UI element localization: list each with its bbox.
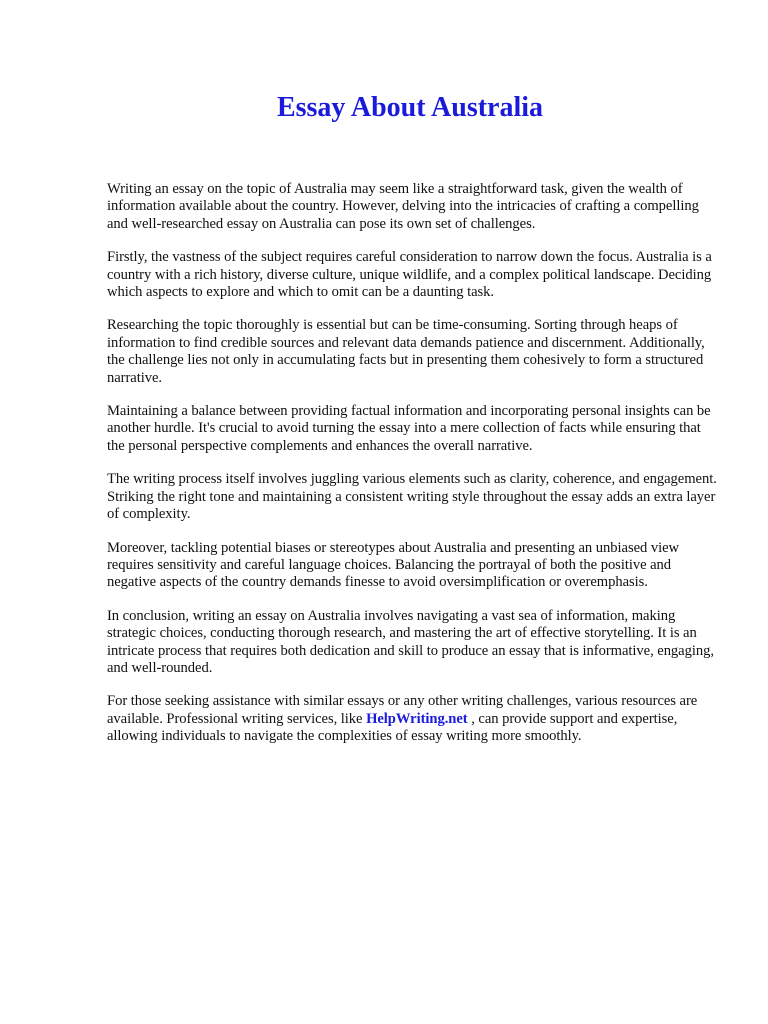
- paragraph-biases: Moreover, tackling potential biases or stereotypes about Australia and presenting an unbiased view requires sensitivity and careful language choices. Balancing the portrayal of both the positive and negative aspects of the country demands finesse to avoid oversimplification or overemphasis.: [107, 539, 680, 591]
- paragraph-balance: Maintaining a balance between providing factual information and incorporating personal insights can be another hurdle. It's crucial to avoid turning the essay into a mere collection of facts while ensuring that the personal perspective complements and enhances the overall narrative.: [107, 403, 711, 454]
- paragraph-focus: Firstly, the vastness of the subject requires careful consideration to narrow down the focus. Australia is a country with a rich history, diverse culture, unique wildlife, and a complex political landscape. Deciding which aspects to explore and which to omit can be a daunting task.: [107, 249, 712, 301]
- paragraph-conclusion: In conclusion, writing an essay on Australia involves navigating a vast sea of information, making strategic choices, conducting thorough research, and mastering the art of effective storytelling. It is an intricate process that requires both dedication and skill to produce an essay that is informative, engaging, and well-rounded.: [107, 607, 714, 676]
- paragraph-resources: [107, 693, 719, 745]
- helpwriting-link[interactable]: HelpWriting.net: [366, 710, 468, 727]
- paragraph-intro: Writing an essay on the topic of Australia may seem like a straightforward task, given the wealth of information available about the country. However, delving into the intricacies of crafting a compelling and well-researched essay on Australia can pose its own set of challenges.: [107, 181, 699, 232]
- page-title: Essay About Australia: [276, 92, 544, 123]
- resources-text-before-link: For those seeking assistance with similar essays or any other writing challenges, various resources are available. Professional writing services, like: [107, 693, 698, 727]
- paragraph-research: Researching the topic thoroughly is essential but can be time-consuming. Sorting through heaps of information to find credible sources and relevant data demands patience and discernment. Additionally, the challenge lies not only in accumulating facts but in presenting them cohesively to form a structured narrative.: [107, 317, 705, 386]
- paragraph-writing-process: The writing process itself involves juggling various elements such as clarity, coherence, and engagement. Striking the right tone and maintaining a consistent writing style throughout the essay adds an extra layer of complexity.: [107, 471, 717, 523]
- resources-text-after-link: , can provide support and expertise, allowing individuals to navigate the complexities of essay writing more smoothly.: [107, 710, 678, 745]
- essay-body: [107, 181, 719, 762]
